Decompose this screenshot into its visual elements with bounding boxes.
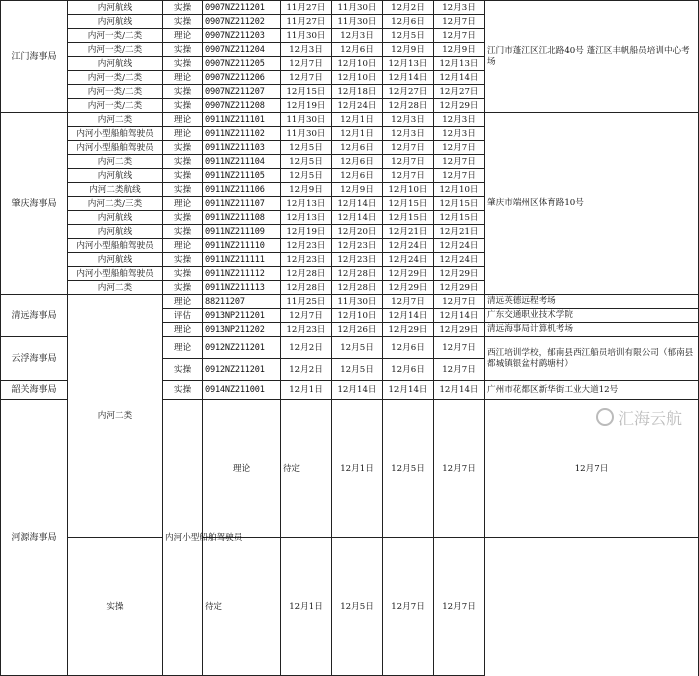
exam-type: 实操: [163, 1, 203, 15]
date-cell: 12月23日: [332, 253, 383, 267]
date-cell: 12月29日: [383, 267, 434, 281]
date-cell: 12月3日: [383, 113, 434, 127]
date-cell: 12月7日: [281, 309, 332, 323]
date-cell: 12月5日: [332, 538, 383, 676]
date-cell: 12月28日: [332, 281, 383, 295]
date-cell: 12月15日: [383, 211, 434, 225]
date-cell: 12月14日: [434, 381, 485, 400]
date-cell: 12月2日: [383, 1, 434, 15]
exam-type: 实操: [163, 211, 203, 225]
license-class: 内河小型船舶驾驶员: [68, 267, 163, 281]
date-cell: 12月7日: [383, 155, 434, 169]
date-cell: 12月3日: [281, 43, 332, 57]
exam-code: 0914NZ211001: [203, 381, 281, 400]
date-cell: 12月1日: [281, 381, 332, 400]
exam-type: 实操: [163, 267, 203, 281]
date-cell: 12月10日: [332, 57, 383, 71]
date-cell: 12月2日: [281, 337, 332, 359]
date-cell: 12月5日: [332, 359, 383, 381]
exam-code: 0907NZ211203: [203, 29, 281, 43]
exam-type: 实操: [163, 141, 203, 155]
exam-code: 0911NZ211104: [203, 155, 281, 169]
date-cell: 12月7日: [434, 538, 485, 676]
exam-code: 0907NZ211202: [203, 15, 281, 29]
table-row: [1, 295, 699, 309]
exam-code: 0911NZ211103: [203, 141, 281, 155]
exam-type: 实操: [163, 155, 203, 169]
date-cell: 11月30日: [332, 15, 383, 29]
date-cell: 12月29日: [434, 267, 485, 281]
date-cell: 12月3日: [383, 127, 434, 141]
date-cell: 12月24日: [383, 253, 434, 267]
exam-type: 实操: [163, 381, 203, 400]
date-cell: 12月1日: [281, 538, 332, 676]
date-cell: 11月27日: [281, 1, 332, 15]
date-cell: 12月23日: [281, 253, 332, 267]
date-cell: 12月29日: [383, 281, 434, 295]
date-cell: 12月1日: [332, 127, 383, 141]
license-class: 内河二类: [68, 295, 163, 538]
bureau-name: 清远海事局: [1, 295, 68, 337]
exam-code: 0911NZ211101: [203, 113, 281, 127]
bureau-name: 河源海事局: [1, 400, 68, 676]
date-cell: 12月15日: [434, 211, 485, 225]
date-cell: 12月18日: [332, 85, 383, 99]
bureau-name: 韶关海事局: [1, 381, 68, 400]
exam-code: 0911NZ211110: [203, 239, 281, 253]
date-cell: 12月14日: [332, 197, 383, 211]
date-cell: 12月13日: [434, 57, 485, 71]
exam-code: 0911NZ211105: [203, 169, 281, 183]
date-cell: 12月5日: [281, 155, 332, 169]
exam-location: 肇庆市端州区体育路10号: [485, 113, 699, 295]
exam-type: 理论: [163, 323, 203, 337]
table-row: [1, 538, 699, 676]
table-body: [1, 1, 699, 676]
date-cell: 12月24日: [383, 239, 434, 253]
license-class: 内河小型船舶驾驶员: [68, 127, 163, 141]
date-cell: 12月7日: [485, 400, 699, 538]
license-class: 内河二类航线: [68, 183, 163, 197]
date-cell: 12月10日: [332, 309, 383, 323]
date-cell: 12月21日: [434, 225, 485, 239]
date-cell: 12月7日: [434, 400, 485, 538]
date-cell: 12月13日: [281, 211, 332, 225]
date-cell: 11月30日: [281, 113, 332, 127]
date-cell: 12月15日: [383, 197, 434, 211]
date-cell: 12月7日: [434, 141, 485, 155]
table-row: [1, 1, 699, 15]
exam-type: 实操: [163, 85, 203, 99]
date-cell: 12月15日: [281, 85, 332, 99]
date-cell: 12月14日: [332, 381, 383, 400]
exam-code: 待定: [203, 538, 281, 676]
exam-type: 实操: [163, 57, 203, 71]
date-cell: 12月14日: [383, 71, 434, 85]
date-cell: 12月3日: [332, 29, 383, 43]
date-cell: 12月3日: [434, 1, 485, 15]
date-cell: 12月14日: [383, 309, 434, 323]
date-cell: 12月6日: [383, 337, 434, 359]
date-cell: 12月7日: [434, 169, 485, 183]
license-class: 内河航线: [68, 57, 163, 71]
date-cell: 12月7日: [281, 57, 332, 71]
date-cell: 12月7日: [383, 538, 434, 676]
exam-code: 0913NP211202: [203, 323, 281, 337]
date-cell: 12月14日: [434, 309, 485, 323]
license-class: 内河二类/三类: [68, 197, 163, 211]
date-cell: 12月27日: [434, 85, 485, 99]
date-cell: 12月5日: [383, 400, 434, 538]
bureau-name: 江门海事局: [1, 1, 68, 113]
exam-type: 实操: [163, 99, 203, 113]
exam-code: 0907NZ211201: [203, 1, 281, 15]
date-cell: 12月9日: [434, 43, 485, 57]
date-cell: 12月2日: [281, 359, 332, 381]
date-cell: 11月30日: [332, 295, 383, 309]
date-cell: 12月6日: [332, 141, 383, 155]
date-cell: 12月29日: [434, 99, 485, 113]
exam-type: 实操: [68, 538, 163, 676]
date-cell: 12月19日: [281, 225, 332, 239]
date-cell: 12月7日: [434, 359, 485, 381]
date-cell: 12月7日: [383, 295, 434, 309]
date-cell: 12月3日: [434, 113, 485, 127]
date-cell: 11月30日: [281, 29, 332, 43]
exam-type: 理论: [163, 239, 203, 253]
date-cell: 12月7日: [434, 29, 485, 43]
watermark-text: 汇海云航: [617, 409, 682, 428]
date-cell: 12月23日: [332, 239, 383, 253]
date-cell: 12月7日: [383, 141, 434, 155]
exam-code: 0907NZ211204: [203, 43, 281, 57]
license-class: 内河航线: [68, 225, 163, 239]
date-cell: 12月21日: [383, 225, 434, 239]
date-cell: 12月9日: [332, 183, 383, 197]
date-cell: 12月7日: [434, 15, 485, 29]
exam-code: 0907NZ211207: [203, 85, 281, 99]
date-cell: 12月5日: [332, 337, 383, 359]
exam-code: 0911NZ211102: [203, 127, 281, 141]
date-cell: 12月7日: [434, 295, 485, 309]
exam-code: 0912NZ211201: [203, 337, 281, 359]
exam-location: 清远英德远程考场: [485, 295, 699, 309]
date-cell: 12月9日: [281, 183, 332, 197]
exam-type: 实操: [163, 183, 203, 197]
exam-code: 0912NZ211201: [203, 359, 281, 381]
table-row: [1, 113, 699, 127]
license-class: 内河小型船舶驾驶员: [68, 141, 163, 155]
date-cell: 12月13日: [383, 57, 434, 71]
date-cell: 12月7日: [383, 169, 434, 183]
exam-type: 实操: [163, 281, 203, 295]
date-cell: 12月28日: [281, 267, 332, 281]
date-cell: 11月25日: [281, 295, 332, 309]
date-cell: 12月19日: [281, 99, 332, 113]
date-cell: 11月30日: [332, 1, 383, 15]
exam-type: 理论: [163, 113, 203, 127]
license-class: 内河航线: [68, 253, 163, 267]
date-cell: 12月10日: [332, 71, 383, 85]
date-cell: 12月24日: [434, 239, 485, 253]
license-class: 内河二类: [68, 113, 163, 127]
date-cell: 12月23日: [281, 323, 332, 337]
exam-code: 0911NZ211112: [203, 267, 281, 281]
date-cell: 12月24日: [434, 253, 485, 267]
exam-type: 理论: [203, 400, 281, 538]
exam-type: 理论: [163, 29, 203, 43]
date-cell: 12月15日: [434, 197, 485, 211]
exam-location: 清远海事局计算机考场: [485, 323, 699, 337]
license-class: 内河一类/二类: [68, 29, 163, 43]
exam-location: 广州市花都区新华街工业大道12号: [485, 381, 699, 400]
license-class: 内河航线: [68, 169, 163, 183]
exam-type: 理论: [163, 197, 203, 211]
date-cell: 12月14日: [332, 211, 383, 225]
date-cell: 12月23日: [281, 239, 332, 253]
exam-code: 0911NZ211107: [203, 197, 281, 211]
date-cell: 12月28日: [281, 281, 332, 295]
date-cell: 12月6日: [332, 43, 383, 57]
date-cell: 12月28日: [383, 99, 434, 113]
exam-type: 实操: [163, 225, 203, 239]
exam-code: 待定: [281, 400, 332, 538]
license-class: 内河航线: [68, 15, 163, 29]
date-cell: 12月14日: [434, 71, 485, 85]
exam-type: 实操: [163, 359, 203, 381]
date-cell: 12月3日: [434, 127, 485, 141]
date-cell: 12月10日: [434, 183, 485, 197]
date-cell: 12月6日: [383, 359, 434, 381]
date-cell: 12月7日: [434, 337, 485, 359]
exam-code: 0907NZ211205: [203, 57, 281, 71]
license-class: 内河一类/二类: [68, 85, 163, 99]
date-cell: 12月7日: [281, 71, 332, 85]
exam-type: 理论: [163, 337, 203, 359]
date-cell: 12月1日: [332, 113, 383, 127]
date-cell: 12月5日: [281, 169, 332, 183]
license-class: 内河一类/二类: [68, 71, 163, 85]
date-cell: 12月27日: [383, 85, 434, 99]
date-cell: 12月1日: [332, 400, 383, 538]
exam-code: 0907NZ211206: [203, 71, 281, 85]
date-cell: 12月24日: [332, 99, 383, 113]
license-class: 内河小型船舶驾驶员: [163, 400, 203, 676]
date-cell: 12月28日: [332, 267, 383, 281]
exam-type: 实操: [163, 253, 203, 267]
date-cell: 12月20日: [332, 225, 383, 239]
date-cell: 12月29日: [434, 323, 485, 337]
date-cell: 12月6日: [383, 15, 434, 29]
exam-code: 0913NP211201: [203, 309, 281, 323]
exam-type: 实操: [163, 169, 203, 183]
exam-code: 0911NZ211113: [203, 281, 281, 295]
date-cell: 12月6日: [332, 155, 383, 169]
date-cell: 12月29日: [434, 281, 485, 295]
license-class: 内河航线: [68, 211, 163, 225]
license-class: 内河一类/二类: [68, 43, 163, 57]
license-class: 内河小型船舶驾驶员: [68, 239, 163, 253]
exam-type: 理论: [163, 71, 203, 85]
date-cell: 12月9日: [383, 43, 434, 57]
date-cell: 12月26日: [332, 323, 383, 337]
exam-location: 广东交通职业技术学院: [485, 309, 699, 323]
exam-type: 评估: [163, 309, 203, 323]
exam-type: 理论: [163, 127, 203, 141]
exam-type: 理论: [163, 295, 203, 309]
license-class: 内河二类: [68, 155, 163, 169]
exam-code: 0911NZ211111: [203, 253, 281, 267]
exam-type: 实操: [163, 43, 203, 57]
exam-code: 0907NZ211208: [203, 99, 281, 113]
date-cell: 12月10日: [383, 183, 434, 197]
date-cell: 11月30日: [281, 127, 332, 141]
exam-type: 实操: [163, 15, 203, 29]
date-cell: 12月5日: [281, 141, 332, 155]
license-class: 内河二类: [68, 281, 163, 295]
exam-location: 江门市蓬江区江北路40号 蓬江区丰帆船员培训中心考场: [485, 1, 699, 113]
exam-code: 0911NZ211108: [203, 211, 281, 225]
date-cell: 12月14日: [383, 381, 434, 400]
bureau-name: 肇庆海事局: [1, 113, 68, 295]
license-class: 内河航线: [68, 1, 163, 15]
exam-location: 西江培训学校，郁南县西江船员培训有限公司（郁南县都城镇银盆村鹞塘村）: [485, 337, 699, 381]
exam-code: 88211207: [203, 295, 281, 309]
exam-code: 0911NZ211106: [203, 183, 281, 197]
bureau-name: 云浮海事局: [1, 337, 68, 381]
exam-code: 0911NZ211109: [203, 225, 281, 239]
date-cell: 12月5日: [383, 29, 434, 43]
license-class: 内河一类/二类: [68, 99, 163, 113]
date-cell: 12月13日: [281, 197, 332, 211]
date-cell: 12月6日: [332, 169, 383, 183]
date-cell: 12月7日: [434, 155, 485, 169]
date-cell: 12月29日: [383, 323, 434, 337]
date-cell: 11月27日: [281, 15, 332, 29]
